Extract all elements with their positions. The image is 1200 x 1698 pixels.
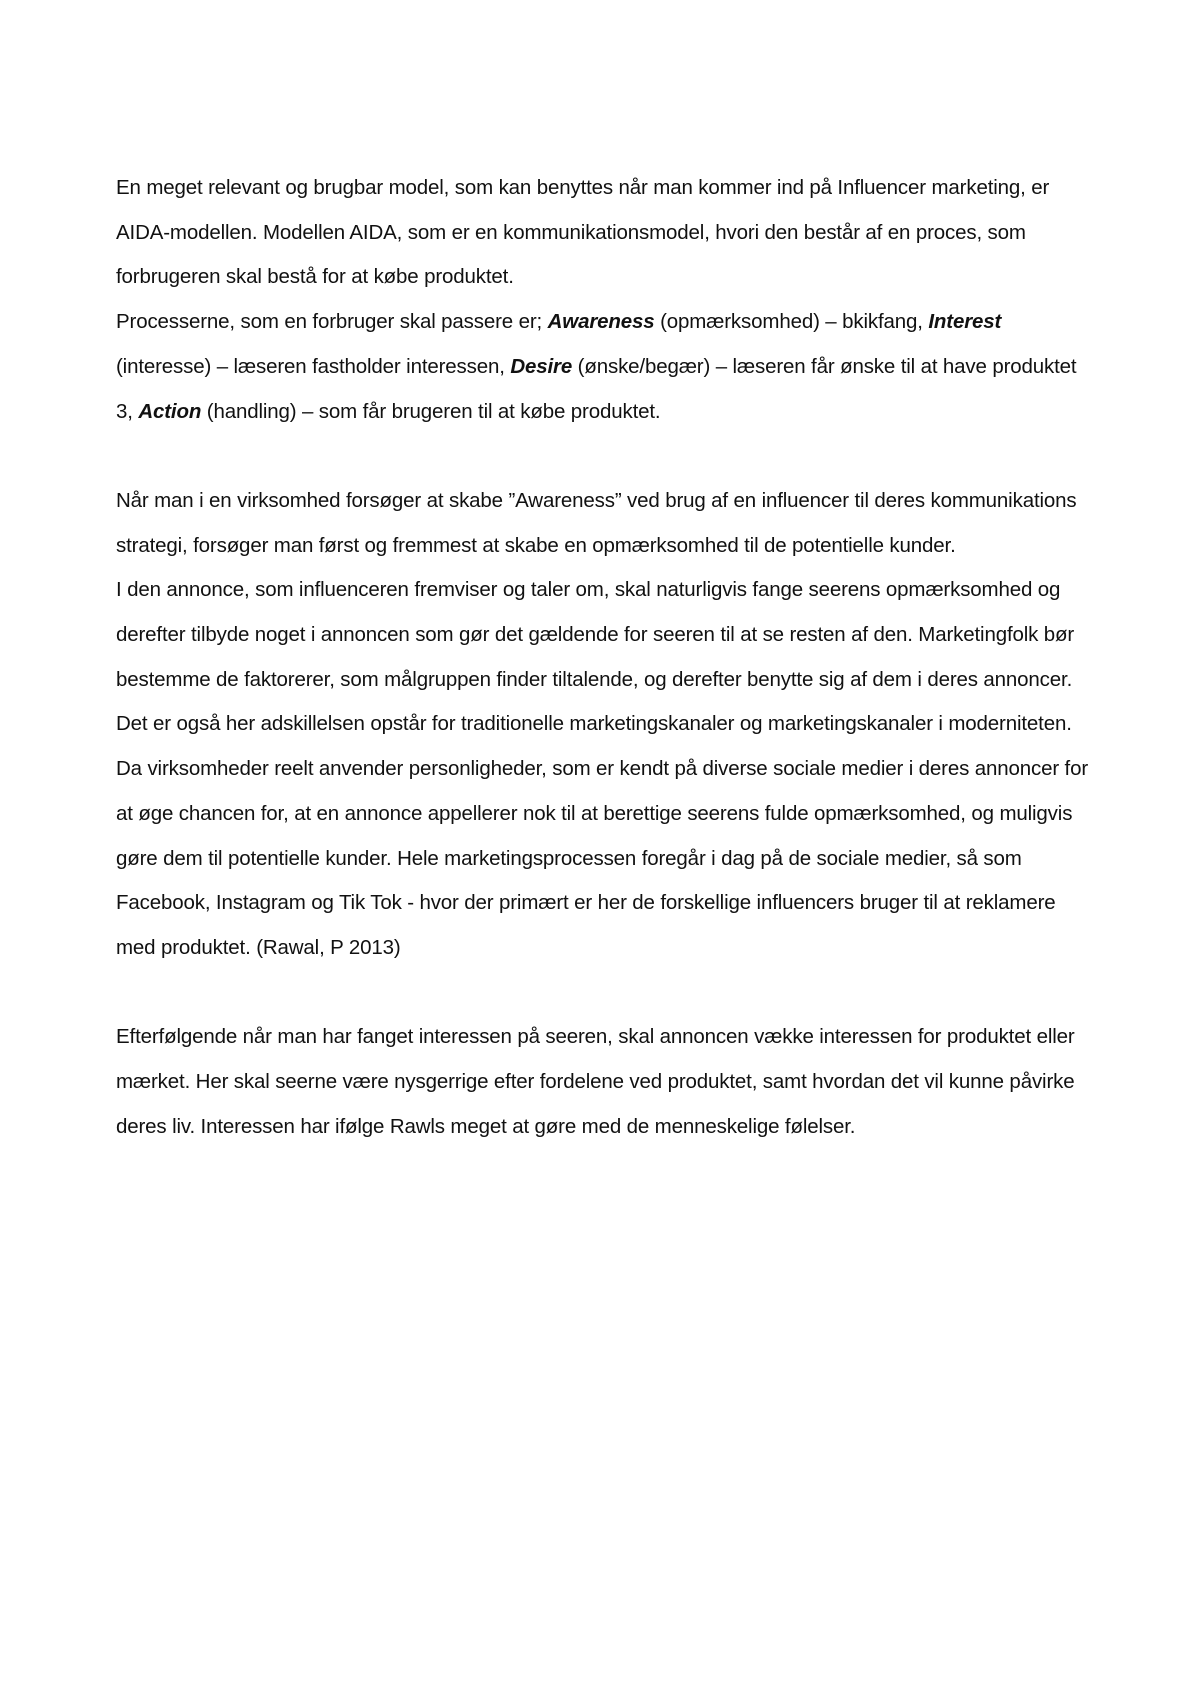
text-run: (interesse) – læseren fastholder interessen, (116, 354, 511, 378)
paragraph-marketingskanaler: Det er også her adskillelsen opstår for traditionelle marketingskanaler og marketingskanaler i moderniteten. Da virksomheder reelt anvender personligheder, som er kendt på diverse sociale medier i deres annoncer for at øge chancen for, at en annonce appellerer nok til at berettige seerens fulde opmærksomhed, og muligvis gøre dem til potentielle kunder. Hele marketingsprocessen foregår i dag på de sociale medier, så som Facebook, Instagram og Tik Tok - hvor der primært er her de forskellige influencers bruger til at reklamere med produktet. (Rawal, P 2013) (116, 712, 1089, 959)
text-run: (opmærksomhed) – bkikfang, (654, 310, 929, 334)
text-run: (ønske/begær) – læseren får ønske til at have produktet 3, (116, 354, 1077, 423)
paragraph-interest: Efterfølgende når man har fanget interessen på seeren, skal annoncen vække interessen for produktet eller mærket. Her skal seerne være nysgerrige efter fordelene ved produktet, samt hvordan det vil kunne påvirke deres liv. Interessen har ifølge Rawls meget at gøre med de menneskelige følelser. (116, 1025, 1075, 1138)
document-body (116, 166, 1096, 1149)
paragraph-aida-intro: En meget relevant og brugbar model, som kan benyttes når man kommer ind på Influencer marketing, er AIDA-modellen. Modellen AIDA, som er en kommunikationsmodel, hvori den består af en proces, som forbrugeren skal bestå for at købe produktet. (116, 176, 1050, 289)
text-run: (handling) – som får brugeren til at købe produktet. (201, 399, 661, 423)
paragraph-spacer (116, 434, 1096, 479)
paragraph-annonce: I den annonce, som influenceren fremviser og taler om, skal naturligvis fange seerens opmærksomhed og derefter tilbyde noget i annoncen som gør det gældende for seeren til at se resten af den. Marketingfolk bør bestemme de faktorerer, som målgruppen finder tiltalende, og derefter benytte sig af dem i deres annoncer. (116, 578, 1075, 691)
term-desire: Desire (510, 354, 573, 378)
term-action: Action (138, 399, 202, 423)
term-awareness: Awareness (547, 310, 655, 334)
paragraph-awareness: Når man i en virksomhed forsøger at skabe ”Awareness” ved brug af en influencer til deres kommunikations strategi, forsøger man først og fremmest at skabe en opmærksomhed til de potentielle kunder. (116, 488, 1077, 557)
paragraph-aida-processes (116, 300, 1096, 434)
term-interest: Interest (928, 310, 1002, 334)
paragraph-spacer (116, 971, 1096, 1016)
text-run: Processerne, som en forbruger skal passere er; (116, 310, 548, 334)
